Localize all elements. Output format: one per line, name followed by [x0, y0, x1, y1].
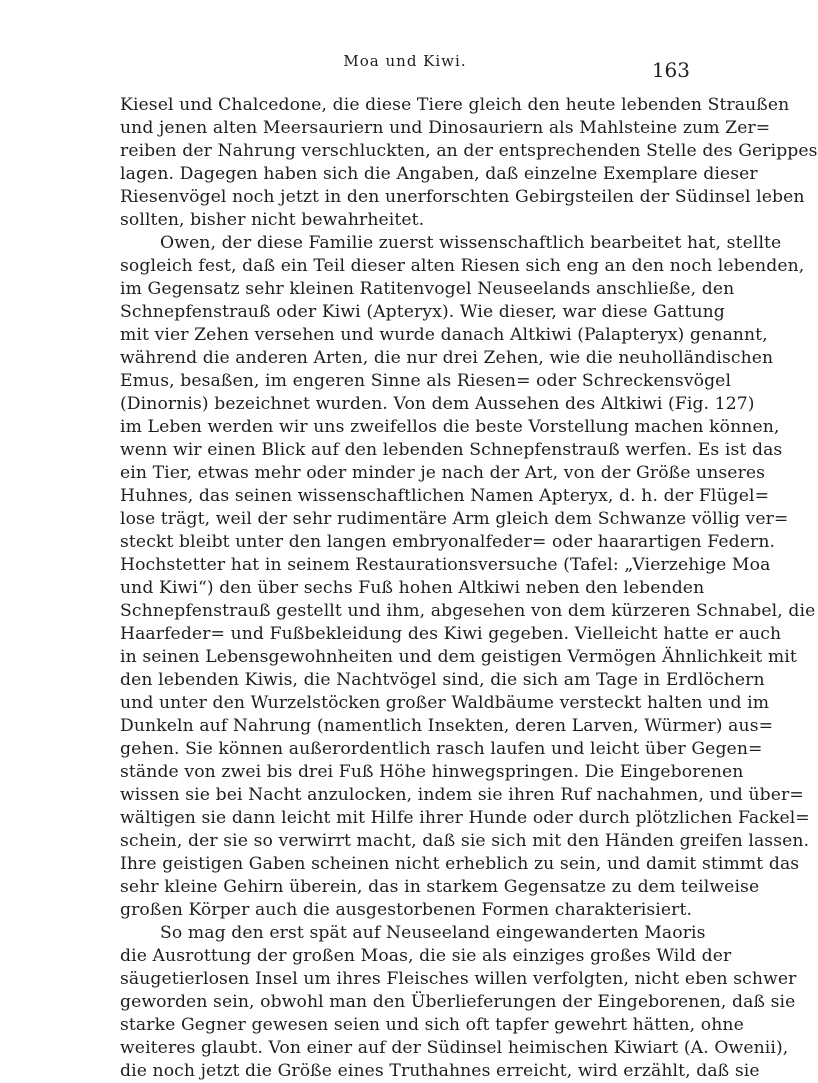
- text-line: weiteres glaubt. Von einer auf der Südinsel heimischen Kiwiart (A. Owenii),: [120, 1038, 789, 1058]
- text-line: im Gegensatz sehr kleinen Ratitenvogel Neuseelands anschließe, den: [120, 279, 735, 299]
- text-line: Haarfeder= und Fußbekleidung des Kiwi gegeben. Vielleicht hatte er auch: [120, 624, 782, 644]
- text-line: reiben der Nahrung verschluckten, an der entsprechenden Stelle des Gerippes: [120, 141, 818, 161]
- text-line: starke Gegner gewesen seien und sich oft tapfer gewehrt hätten, ohne: [120, 1015, 744, 1035]
- text-line: wenn wir einen Blick auf den lebenden Schnepfenstrauß werfen. Es ist das: [120, 440, 783, 460]
- body-text: [120, 94, 818, 1083]
- text-line: während die anderen Arten, die nur drei Zehen, wie die neuholländischen: [120, 348, 774, 368]
- running-title: Moa und Kiwi.: [343, 52, 467, 70]
- text-line: So mag den erst spät auf Neuseeland eingewanderten Maoris: [160, 923, 706, 943]
- text-line: großen Körper auch die ausgestorbenen Formen charakterisiert.: [120, 900, 693, 920]
- text-line: Schnepfenstrauß oder Kiwi (Apteryx). Wie dieser, war diese Gattung: [120, 302, 725, 322]
- text-line: steckt bleibt unter den langen embryonalfeder= oder haarartigen Federn.: [120, 532, 776, 552]
- text-line: sehr kleine Gehirn überein, das in starkem Gegensatze zu dem teilweise: [120, 877, 760, 897]
- text-line: wältigen sie dann leicht mit Hilfe ihrer Hunde oder durch plötzlichen Fackel=: [120, 808, 810, 828]
- text-line: stände von zwei bis drei Fuß Höhe hinwegspringen. Die Eingeborenen: [120, 762, 744, 782]
- text-line: die noch jetzt die Größe eines Truthahnes erreicht, wird erzählt, daß sie: [120, 1061, 760, 1081]
- text-line: wissen sie bei Nacht anzulocken, indem sie ihren Ruf nachahmen, und über=: [120, 785, 804, 805]
- text-line: Kiesel und Chalcedone, die diese Tiere gleich den heute lebenden Straußen: [120, 95, 790, 115]
- text-line: Owen, der diese Familie zuerst wissenschaftlich bearbeitet hat, stellte: [160, 233, 782, 253]
- text-line: und Kiwi“) den über sechs Fuß hohen Altkiwi neben den lebenden: [120, 578, 705, 598]
- text-line: Dunkeln auf Nahrung (namentlich Insekten, deren Larven, Würmer) aus=: [120, 716, 774, 736]
- text-line: die Ausrottung der großen Moas, die sie als einziges großes Wild der: [120, 946, 732, 966]
- text-line: mit vier Zehen versehen und wurde danach Altkiwi (Palapteryx) genannt,: [120, 325, 768, 345]
- text-line: den lebenden Kiwis, die Nachtvögel sind, die sich am Tage in Erdlöchern: [120, 670, 765, 690]
- text-line: lose trägt, weil der sehr rudimentäre Arm gleich dem Schwanze völlig ver=: [120, 509, 789, 529]
- text-line: (Dinornis) bezeichnet wurden. Von dem Aussehen des Altkiwi (Fig. 127): [120, 394, 755, 414]
- text-line: Hochstetter hat in seinem Restaurationsversuche (Tafel: „Vierzehige Moa: [120, 555, 771, 575]
- text-line: ein Tier, etwas mehr oder minder je nach der Art, von der Größe unseres: [120, 463, 766, 483]
- text-line: Ihre geistigen Gaben scheinen nicht erheblich zu sein, und damit stimmt das: [120, 854, 800, 874]
- text-line: Riesenvögel noch jetzt in den unerforschten Gebirgsteilen der Südinsel leben: [120, 187, 805, 207]
- text-line: geworden sein, obwohl man den Überlieferungen der Eingeborenen, daß sie: [120, 992, 796, 1012]
- text-line: im Leben werden wir uns zweifellos die beste Vorstellung machen können,: [120, 417, 780, 437]
- text-line: sogleich fest, daß ein Teil dieser alten Riesen sich eng an den noch lebenden,: [120, 256, 805, 276]
- text-line: schein, der sie so verwirrt macht, daß sie sich mit den Händen greifen lassen.: [120, 831, 810, 851]
- text-line: Emus, besaßen, im engeren Sinne als Riesen= oder Schreckensvögel: [120, 371, 732, 391]
- text-line: Huhnes, das seinen wissenschaftlichen Namen Apteryx, d. h. der Flügel=: [120, 486, 770, 506]
- text-line: in seinen Lebensgewohnheiten und dem geistigen Vermögen Ähnlichkeit mit: [120, 647, 797, 667]
- text-line: lagen. Dagegen haben sich die Angaben, daß einzelne Exemplare dieser: [120, 164, 758, 184]
- text-line: säugetierlosen Insel um ihres Fleisches willen verfolgten, nicht eben schwer: [120, 969, 797, 989]
- text-line: Schnepfenstrauß gestellt und ihm, abgesehen von dem kürzeren Schnabel, die: [120, 601, 816, 621]
- text-line: sollten, bisher nicht bewahrheitet.: [120, 210, 425, 230]
- text-line: und unter den Wurzelstöcken großer Waldbäume versteckt halten und im: [120, 693, 770, 713]
- page-number: 163: [651, 58, 690, 82]
- text-line: und jenen alten Meersauriern und Dinosauriern als Mahlsteine zum Zer=: [120, 118, 771, 138]
- text-line: gehen. Sie können außerordentlich rasch laufen und leicht über Gegen=: [120, 739, 763, 759]
